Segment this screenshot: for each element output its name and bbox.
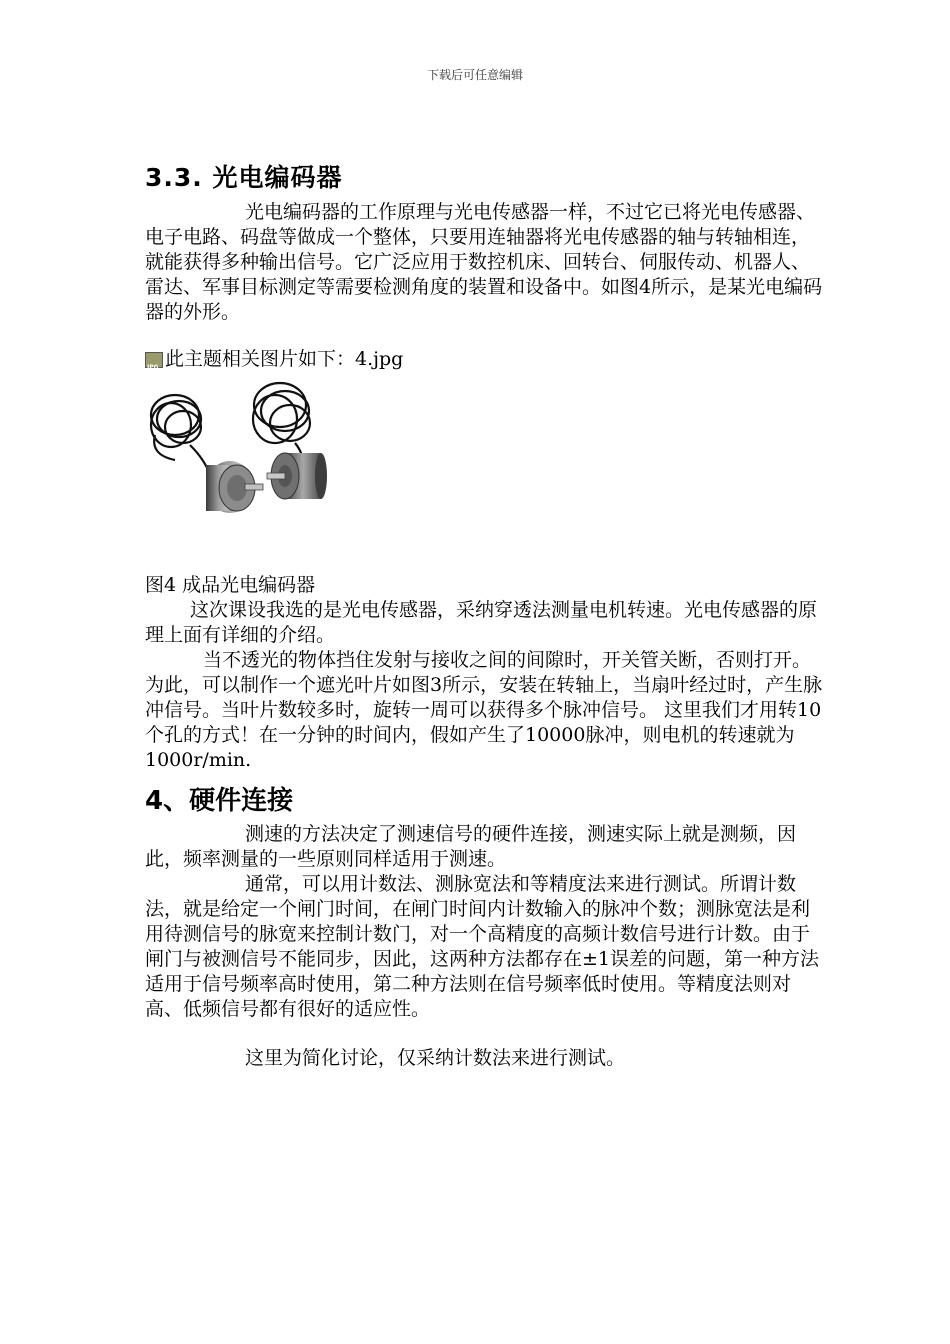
paragraph-simplify: 这里为简化讨论，仅采纳计数法来进行测试。 bbox=[245, 1047, 626, 1069]
paragraph-pulse-principle: 当不透光的物体挡住发射与接收之间的间隙时，开关管关断，否则打开。为此，可以制作一个遮光叶片如图3所示，安装在转轴上，当扇叶经过时，产生脉冲信号。当叶片数较多时，旋转一周可以获得多个脉冲信号。 这里我们才用转10个孔的方式！在一分钟的时间内，假如产生了10000脉冲，则电机的转速就为1000r/min. bbox=[145, 649, 823, 771]
page-header: 下载后可任意编辑 bbox=[426, 68, 523, 82]
paragraph-speed-measure: 测速的方法决定了测速信号的硬件连接，测速实际上就是测频，因此，频率测量的一些原则同样适用于测速。 bbox=[145, 823, 797, 870]
section-title-hardware: 4、硬件连接 bbox=[145, 786, 294, 816]
attachment-label[interactable]: 此主题相关图片如下：4.jpg bbox=[165, 348, 404, 370]
encoder-photo bbox=[145, 375, 340, 525]
figure-caption: 图4 成品光电编码器 bbox=[145, 574, 316, 596]
jpg-file-icon bbox=[145, 352, 163, 368]
paragraph-encoder-intro: 光电编码器的工作原理与光电传感器一样，不过它已将光电传感器、电子电路、码盘等做成一个整体，只要用连轴器将光电传感器的轴与转轴相连，就能获得多种输出信号。它广泛应用于数控机床、回转台、伺服传动、机器人、雷达、军事目标测定等需要检测角度的装置和设备中。如图4所示，是某光电编码器的外形。 bbox=[145, 201, 823, 323]
section-title-encoder: 3.3. 光电编码器 bbox=[145, 163, 343, 192]
image-attachment[interactable] bbox=[145, 347, 403, 372]
paragraph-methods: 通常，可以用计数法、测脉宽法和等精度法来进行测试。所谓计数法，就是给定一个闸门时间，在闸门时间内计数输入的脉冲个数；测脉宽法是利用待测信号的脉宽来控制计数门，对一个高精度的高频计数信号进行计数。由于闸门与被测信号不能同步，因此，这两种方法都存在±1误差的问题，第一种方法适用于信号频率高时使用，第二种方法则在信号频率低时使用。等精度法则对高、低频信号都有很好的适应性。 bbox=[145, 873, 820, 1020]
paragraph-sensor-choice: 这次课设我选的是光电传感器，采纳穿透法测量电机转速。光电传感器的原理上面有详细的介绍。 bbox=[145, 599, 818, 646]
